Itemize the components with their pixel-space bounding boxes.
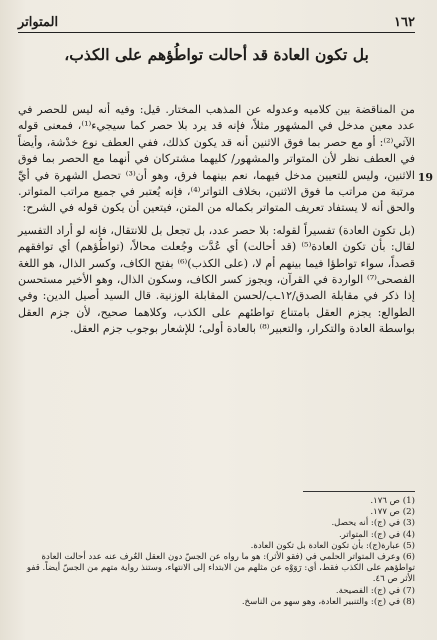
footnote-3: (3) في (ج): أنه يحصل. [331,518,415,529]
main-paragraph-1: من المناقضة بين كلاميه وعدوله عن المذهب المختار. قيل: وفيه أنه ليس للحصر في عدد معين مدخل في المشهور مثلاً، فإنه قد يرد بلا حصر كما سيجيء⁽¹⁾، فمعنى قوله الآتي⁽²⁾: أو مع حصر بما فوق الاثنين أنه قد يكون كذلك، ففي العطف نوع خدْشة، وأيضاً في العطف نظر لأن المتواتر والمشهور/ كليهما مشتركان في أنهما مع الحصر بما فوق الاثنين، وليس للتعيين مدخل فيهما، نعم بينهما فرق، وهو أن⁽³⁾ تحصل الشهرة في أيِّ مرتبة من مراتب ما فوق الاثنين، بخلاف التواتر⁽⁴⁾، فإنه يُعتبر في جميع مراتب المتواتر. والحق أنه لا يستفاد تعريف المتواتر بكماله من المتن، فيتعين أن يكون قوله في الشرح: [18,103,415,215]
footnote-2: (2) ص ١٧٧. [370,507,415,518]
verse-line: بل تكون العادة قد أحالت تواطُؤهم على الكذب، [64,45,369,64]
footnote-6: (6) وعرف المتواتر الحلمي في (فقو الأثر): هو ما رواه عن الجسّ دون العقل العُرف عنه عدد أحالت العادة تواطؤهم على الكذب فقط، أي: رَوَوْه عن مثلهم من الابتداء إلى الانتهاء، وستنذ رواية متهم من الجسّ أيضاً. قفو الأثر ص ٤٦. [26,552,415,585]
footnote-4: (4) في (ج): المتواتر. [338,529,415,540]
footnote-8: (8) في (ج): والتنبير العادة، وهو سهو من الناسخ. [241,596,415,607]
side-marker: 19 [417,171,433,184]
main-text [18,102,415,338]
main-paragraph-2: (بل تكون العادة) تفسيراً لقوله: بلا حصر عدد، بل تجعل بل للانتقال، فإنه لو أراد التفسير لقال: بأن تكون العادة⁽⁵⁾ (قد أحالت) أي عُدَّت وجُعلت محالاً، (تواطُؤهم) أي توافقهم قصداً، سواء تواطؤا فيما بينهم أم لا، (على الكذب)⁽⁶⁾ بفتح الكاف، وكسر الذال، هو اللغة الفصحى⁽⁷⁾ الواردة في القرآن، ويجوز كسر الكاف، وسكون الذال، وهو الأخير مستحسن إذا ذكر في مقابلة الصدق/١٢ـب/لحسن المقابلة الوزنية. قال السيد أصيل الدين: وفي الطوالع: يجزم العقل بامتناع تواطئهم على الكذب، وكلاهما صحيح، لأن جزم العقل بواسطة العادة والتكرار، والتعبير⁽⁸⁾ بالعادة أولى؛ للإشعار بوجوب جزم العقل. [18,223,415,336]
footnote-5: (5) عبارة(ج): بأن تكون العادة بل تكون العادة. [250,540,415,551]
page-header [18,8,415,30]
footnote-7: (7) في (ج): الفصيحة. [335,585,415,596]
running-title: المتواتر [18,15,59,30]
header-rule [18,32,415,33]
footnote-1: (1) ص ١٧٦. [370,496,415,506]
page-number: ١٦٢ [394,15,415,30]
footnotes [18,496,415,608]
footnote-separator [303,491,415,492]
